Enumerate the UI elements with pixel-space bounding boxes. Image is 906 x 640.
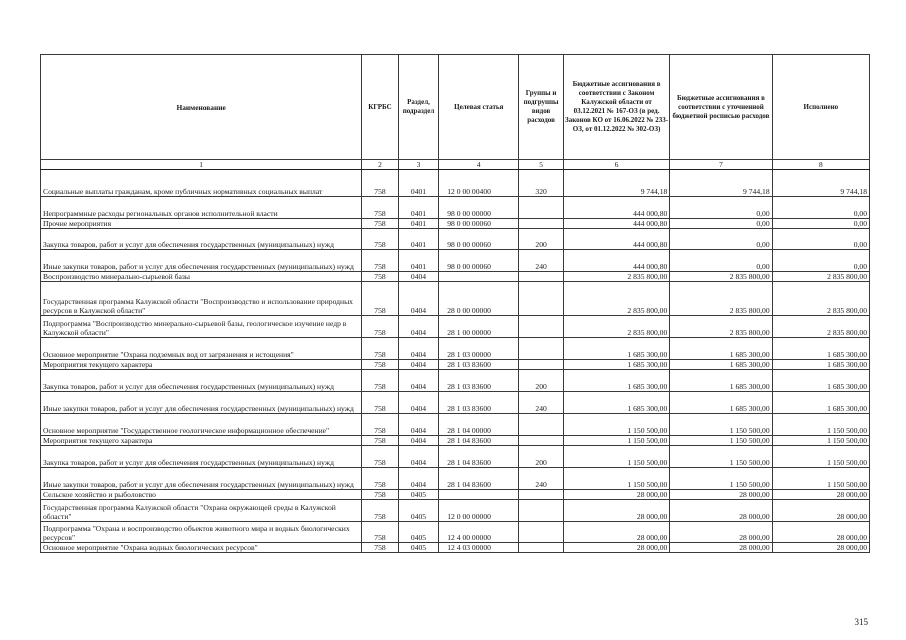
row-expense-type: 200 xyxy=(519,446,564,468)
row-executed: 1 150 500,00 xyxy=(772,446,869,468)
row-expense-type: 240 xyxy=(519,392,564,414)
column-number-row xyxy=(41,160,870,170)
row-razdel: 0404 xyxy=(398,446,439,468)
table-row xyxy=(41,490,870,500)
row-kgrbs: 758 xyxy=(362,436,398,446)
table-row xyxy=(41,272,870,282)
row-name: Основное мероприятие "Охрана подземных вод от загрязнения и истощения" xyxy=(41,338,362,360)
row-budget-revised: 0,00 xyxy=(670,197,772,219)
row-expense-type xyxy=(519,338,564,360)
table-row xyxy=(41,543,870,553)
row-target-article: 28 1 04 83600 xyxy=(439,468,519,490)
row-razdel: 0405 xyxy=(398,543,439,553)
row-budget-law: 1 685 300,00 xyxy=(563,370,669,392)
row-executed: 1 150 500,00 xyxy=(772,436,869,446)
row-executed: 28 000,00 xyxy=(772,500,869,522)
row-razdel: 0401 xyxy=(398,197,439,219)
table-row xyxy=(41,316,870,338)
row-name: Государственная программа Калужской области "Охрана окружающей среды в Калужской области" xyxy=(41,500,362,522)
row-kgrbs: 758 xyxy=(362,414,398,436)
row-name: Мероприятия текущего характера xyxy=(41,360,362,370)
column-number: 6 xyxy=(563,160,669,170)
row-razdel: 0404 xyxy=(398,282,439,316)
column-number: 3 xyxy=(398,160,439,170)
row-budget-law: 2 835 800,00 xyxy=(563,316,669,338)
header-razdel: Раздел, подраздел xyxy=(398,55,439,160)
header-cs: Целевая статья xyxy=(439,55,519,160)
table-row xyxy=(41,446,870,468)
row-budget-law: 2 835 800,00 xyxy=(563,282,669,316)
row-name: Сельское хозяйство и рыболовство xyxy=(41,490,362,500)
row-razdel: 0404 xyxy=(398,392,439,414)
row-razdel: 0404 xyxy=(398,338,439,360)
row-razdel: 0404 xyxy=(398,316,439,338)
row-razdel: 0401 xyxy=(398,219,439,229)
row-executed: 9 744,18 xyxy=(772,170,869,197)
row-name: Закупка товаров, работ и услуг для обеспечения государственных (муниципальных) нужд xyxy=(41,446,362,468)
row-budget-law: 1 150 500,00 xyxy=(563,414,669,436)
table-header xyxy=(41,55,870,170)
row-executed: 28 000,00 xyxy=(772,543,869,553)
row-name: Закупка товаров, работ и услуг для обеспечения государственных (муниципальных) нужд xyxy=(41,370,362,392)
row-razdel: 0405 xyxy=(398,500,439,522)
row-budget-law: 2 835 800,00 xyxy=(563,272,669,282)
row-name: Иные закупки товаров, работ и услуг для обеспечения государственных (муниципальных) нужд xyxy=(41,250,362,272)
table-row xyxy=(41,338,870,360)
row-executed: 1 685 300,00 xyxy=(772,392,869,414)
row-expense-type xyxy=(519,360,564,370)
row-executed: 0,00 xyxy=(772,219,869,229)
row-kgrbs: 758 xyxy=(362,468,398,490)
column-number: 4 xyxy=(439,160,519,170)
table-row xyxy=(41,170,870,197)
row-executed: 28 000,00 xyxy=(772,490,869,500)
row-executed: 1 685 300,00 xyxy=(772,338,869,360)
row-razdel: 0401 xyxy=(398,229,439,250)
row-kgrbs: 758 xyxy=(362,543,398,553)
row-kgrbs: 758 xyxy=(362,250,398,272)
row-expense-type xyxy=(519,500,564,522)
column-number: 8 xyxy=(772,160,869,170)
row-expense-type: 240 xyxy=(519,468,564,490)
row-budget-revised: 0,00 xyxy=(670,250,772,272)
table-row xyxy=(41,392,870,414)
row-target-article: 28 1 04 83600 xyxy=(439,436,519,446)
row-target-article: 98 0 00 00060 xyxy=(439,229,519,250)
row-budget-law: 1 150 500,00 xyxy=(563,436,669,446)
row-expense-type xyxy=(519,522,564,543)
row-kgrbs: 758 xyxy=(362,229,398,250)
row-budget-revised: 28 000,00 xyxy=(670,490,772,500)
row-razdel: 0404 xyxy=(398,272,439,282)
row-budget-revised: 0,00 xyxy=(670,229,772,250)
row-target-article: 12 0 00 00000 xyxy=(439,500,519,522)
column-number: 7 xyxy=(670,160,772,170)
table-body xyxy=(41,170,870,553)
row-budget-revised: 2 835 800,00 xyxy=(670,272,772,282)
row-kgrbs: 758 xyxy=(362,370,398,392)
row-budget-law: 1 150 500,00 xyxy=(563,446,669,468)
row-budget-revised: 1 150 500,00 xyxy=(670,436,772,446)
table-row xyxy=(41,219,870,229)
page-number: 315 xyxy=(854,617,868,627)
row-razdel: 0404 xyxy=(398,436,439,446)
column-number: 1 xyxy=(41,160,362,170)
row-razdel: 0405 xyxy=(398,490,439,500)
row-name: Закупка товаров, работ и услуг для обеспечения государственных (муниципальных) нужд xyxy=(41,229,362,250)
row-executed: 2 835 800,00 xyxy=(772,272,869,282)
row-budget-law: 444 000,80 xyxy=(563,250,669,272)
row-expense-type xyxy=(519,490,564,500)
row-kgrbs: 758 xyxy=(362,392,398,414)
row-kgrbs: 758 xyxy=(362,522,398,543)
row-kgrbs: 758 xyxy=(362,500,398,522)
row-budget-law: 444 000,80 xyxy=(563,197,669,219)
row-kgrbs: 758 xyxy=(362,360,398,370)
row-kgrbs: 758 xyxy=(362,316,398,338)
table-row xyxy=(41,360,870,370)
row-executed: 1 685 300,00 xyxy=(772,370,869,392)
row-target-article: 98 0 00 00000 xyxy=(439,197,519,219)
header-kgrbs: КГРБС xyxy=(362,55,398,160)
row-budget-revised: 9 744,18 xyxy=(670,170,772,197)
row-target-article: 28 1 03 83600 xyxy=(439,360,519,370)
row-executed: 0,00 xyxy=(772,229,869,250)
row-target-article xyxy=(439,272,519,282)
row-budget-revised: 28 000,00 xyxy=(670,522,772,543)
table-row xyxy=(41,436,870,446)
row-target-article: 98 0 00 00060 xyxy=(439,219,519,229)
row-target-article xyxy=(439,490,519,500)
row-razdel: 0401 xyxy=(398,250,439,272)
header-budget-revised: Бюджетные ассигнования в соответствии с уточненной бюджетной росписью расходов xyxy=(670,55,772,160)
row-name: Подпрограмма "Охрана и воспроизводство объектов животного мира и водных биологических ресурсов" xyxy=(41,522,362,543)
row-target-article: 28 1 04 00000 xyxy=(439,414,519,436)
row-budget-law: 1 685 300,00 xyxy=(563,360,669,370)
row-budget-revised: 1 150 500,00 xyxy=(670,446,772,468)
row-budget-revised: 1 685 300,00 xyxy=(670,370,772,392)
row-expense-type: 200 xyxy=(519,229,564,250)
row-budget-law: 1 685 300,00 xyxy=(563,392,669,414)
row-budget-revised: 1 150 500,00 xyxy=(670,468,772,490)
row-target-article: 28 1 00 00000 xyxy=(439,316,519,338)
row-razdel: 0404 xyxy=(398,468,439,490)
row-expense-type xyxy=(519,316,564,338)
row-razdel: 0404 xyxy=(398,360,439,370)
row-name: Непрограммные расходы региональных органов исполнительной власти xyxy=(41,197,362,219)
row-target-article: 12 4 03 00000 xyxy=(439,543,519,553)
row-razdel: 0401 xyxy=(398,170,439,197)
row-name: Иные закупки товаров, работ и услуг для обеспечения государственных (муниципальных) нужд xyxy=(41,392,362,414)
row-name: Прочие мероприятия xyxy=(41,219,362,229)
row-kgrbs: 758 xyxy=(362,282,398,316)
table-row xyxy=(41,500,870,522)
row-target-article: 28 1 04 83600 xyxy=(439,446,519,468)
row-kgrbs: 758 xyxy=(362,446,398,468)
row-expense-type xyxy=(519,414,564,436)
row-budget-revised: 28 000,00 xyxy=(670,500,772,522)
row-budget-law: 28 000,00 xyxy=(563,490,669,500)
row-name: Иные закупки товаров, работ и услуг для обеспечения государственных (муниципальных) нужд xyxy=(41,468,362,490)
row-expense-type: 320 xyxy=(519,170,564,197)
row-name: Воспроизводство минерально-сырьевой базы xyxy=(41,272,362,282)
row-razdel: 0404 xyxy=(398,370,439,392)
row-name: Мероприятия текущего характера xyxy=(41,436,362,446)
row-executed: 28 000,00 xyxy=(772,522,869,543)
row-target-article: 28 0 00 00000 xyxy=(439,282,519,316)
table-row xyxy=(41,522,870,543)
row-budget-revised: 28 000,00 xyxy=(670,543,772,553)
table-row xyxy=(41,414,870,436)
header-name: Наименование xyxy=(41,55,362,160)
row-target-article: 28 1 03 83600 xyxy=(439,370,519,392)
row-expense-type xyxy=(519,282,564,316)
row-budget-law: 28 000,00 xyxy=(563,500,669,522)
row-budget-revised: 2 835 800,00 xyxy=(670,282,772,316)
row-executed: 2 835 800,00 xyxy=(772,282,869,316)
row-razdel: 0404 xyxy=(398,414,439,436)
row-name: Подпрограмма "Воспроизводство минерально-сырьевой базы, геологическое изучение недр в Калужской области" xyxy=(41,316,362,338)
row-target-article: 12 0 00 00400 xyxy=(439,170,519,197)
row-expense-type xyxy=(519,272,564,282)
row-kgrbs: 758 xyxy=(362,272,398,282)
row-target-article: 12 4 00 00000 xyxy=(439,522,519,543)
table-row xyxy=(41,468,870,490)
row-name: Основное мероприятие "Охрана водных биологических ресурсов" xyxy=(41,543,362,553)
row-budget-revised: 1 685 300,00 xyxy=(670,338,772,360)
row-executed: 1 685 300,00 xyxy=(772,360,869,370)
table-row xyxy=(41,197,870,219)
row-budget-revised: 1 685 300,00 xyxy=(670,360,772,370)
row-budget-law: 9 744,18 xyxy=(563,170,669,197)
row-kgrbs: 758 xyxy=(362,490,398,500)
row-expense-type xyxy=(519,219,564,229)
header-vid: Группы и подгруппы видов расходов xyxy=(519,55,564,160)
header-budget-law: Бюджетные ассигнования в соответствии с Законом Калужской области от 03.12.2021 № 167-ОЗ (в ред. Законов КО от 16.06.2022 № 233-ОЗ, от 01.12.2022 № 302-ОЗ) xyxy=(563,55,669,160)
row-expense-type xyxy=(519,197,564,219)
row-budget-revised: 0,00 xyxy=(670,219,772,229)
row-executed: 2 835 800,00 xyxy=(772,316,869,338)
row-executed: 1 150 500,00 xyxy=(772,468,869,490)
row-kgrbs: 758 xyxy=(362,338,398,360)
table-row xyxy=(41,229,870,250)
row-razdel: 0405 xyxy=(398,522,439,543)
row-target-article: 28 1 03 83600 xyxy=(439,392,519,414)
row-target-article: 28 1 03 00000 xyxy=(439,338,519,360)
row-name: Социальные выплаты гражданам, кроме публичных нормативных социальных выплат xyxy=(41,170,362,197)
row-kgrbs: 758 xyxy=(362,170,398,197)
row-expense-type: 240 xyxy=(519,250,564,272)
row-budget-law: 28 000,00 xyxy=(563,543,669,553)
table-row xyxy=(41,370,870,392)
table-row xyxy=(41,282,870,316)
row-budget-law: 1 150 500,00 xyxy=(563,468,669,490)
budget-table xyxy=(40,54,870,553)
row-executed: 0,00 xyxy=(772,197,869,219)
row-budget-law: 444 000,80 xyxy=(563,219,669,229)
row-budget-revised: 1 150 500,00 xyxy=(670,414,772,436)
column-number: 5 xyxy=(519,160,564,170)
row-budget-law: 1 685 300,00 xyxy=(563,338,669,360)
header-row xyxy=(41,55,870,160)
table-row xyxy=(41,250,870,272)
row-executed: 0,00 xyxy=(772,250,869,272)
row-name: Государственная программа Калужской области "Воспроизводство и использование природных ресурсов в Калужской области" xyxy=(41,282,362,316)
column-number: 2 xyxy=(362,160,398,170)
row-budget-revised: 2 835 800,00 xyxy=(670,316,772,338)
row-expense-type xyxy=(519,436,564,446)
row-executed: 1 150 500,00 xyxy=(772,414,869,436)
row-budget-law: 28 000,00 xyxy=(563,522,669,543)
row-kgrbs: 758 xyxy=(362,219,398,229)
row-target-article: 98 0 00 00060 xyxy=(439,250,519,272)
row-name: Основное мероприятие "Государственное геологическое информационное обеспечение" xyxy=(41,414,362,436)
header-executed: Исполнено xyxy=(772,55,869,160)
row-kgrbs: 758 xyxy=(362,197,398,219)
row-budget-law: 444 000,80 xyxy=(563,229,669,250)
row-expense-type: 200 xyxy=(519,370,564,392)
row-expense-type xyxy=(519,543,564,553)
row-budget-revised: 1 685 300,00 xyxy=(670,392,772,414)
